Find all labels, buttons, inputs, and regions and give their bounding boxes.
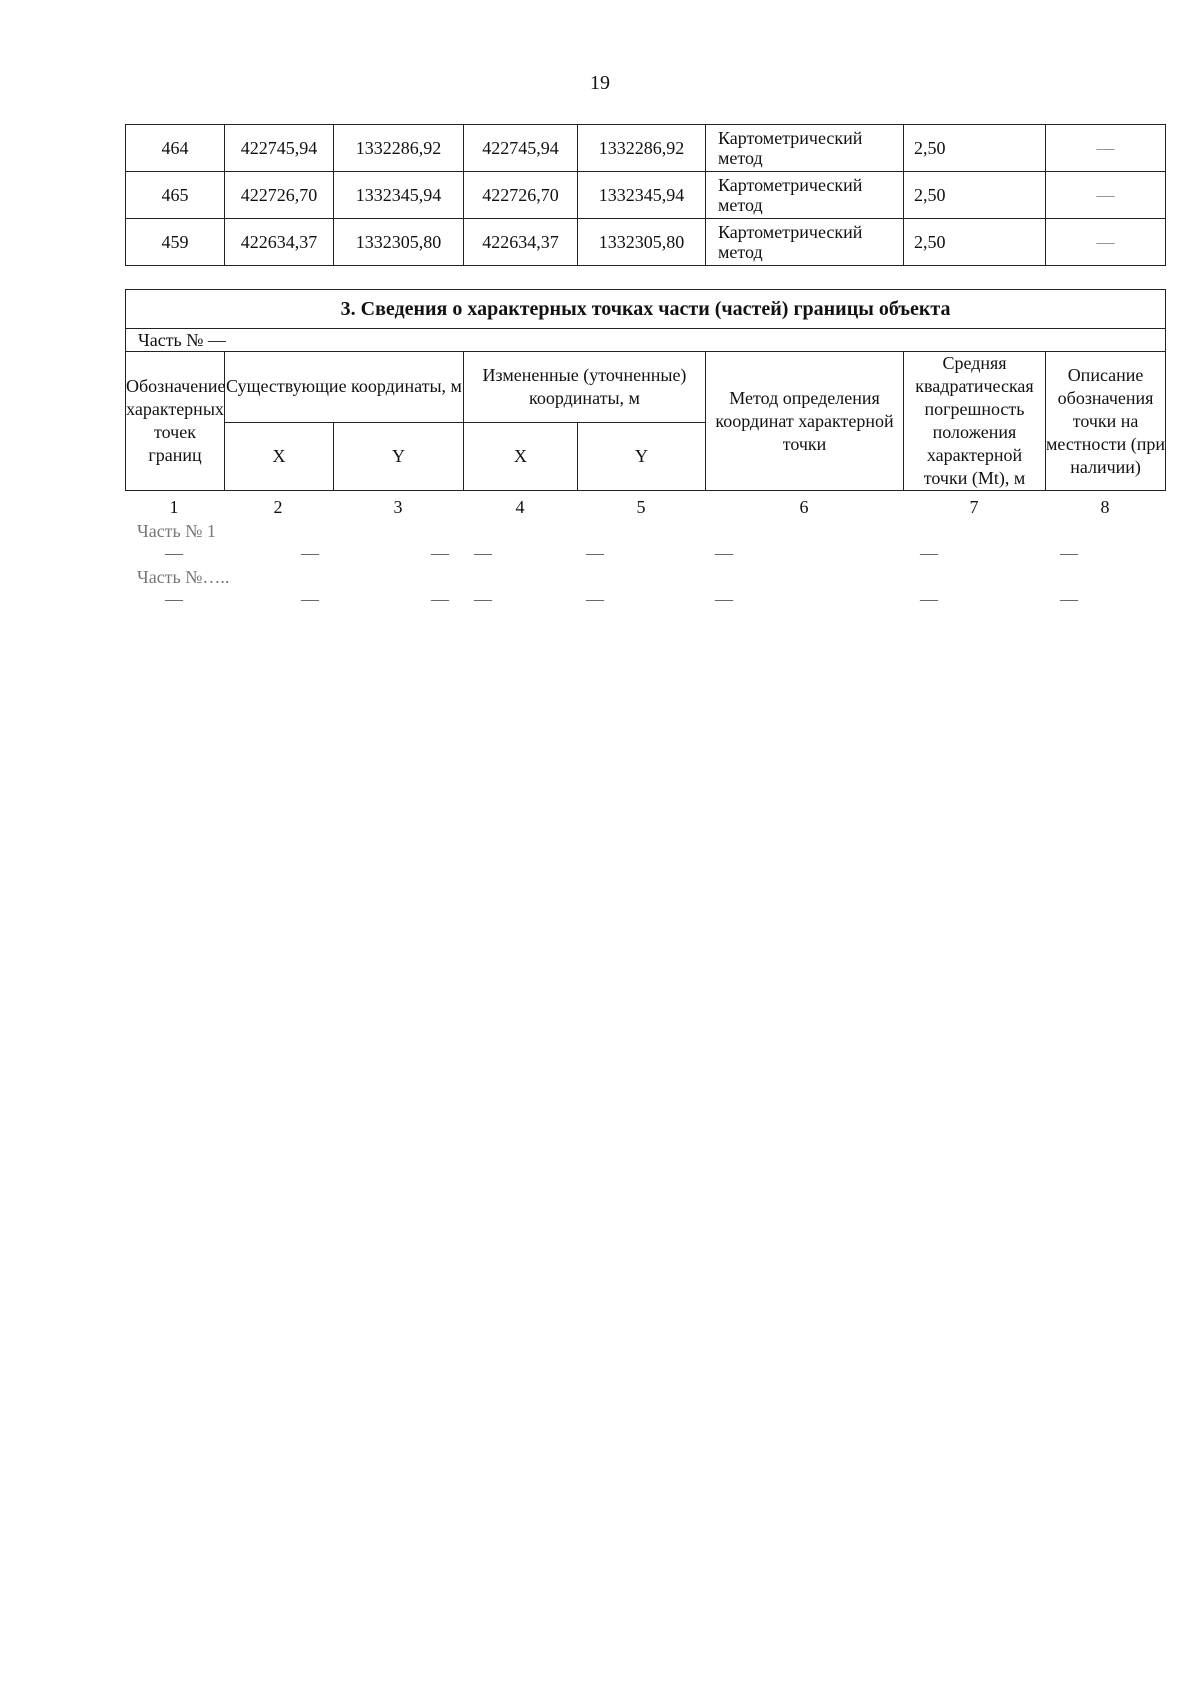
column-number: 3 [393, 497, 403, 517]
cell-x-existing: 422726,70 [225, 172, 334, 219]
cell-method: Картометрический метод [706, 219, 904, 266]
header-y-changed: Y [578, 422, 706, 491]
cell-x-existing: 422745,94 [225, 125, 334, 172]
header-x-existing: X [225, 422, 334, 491]
header-y-existing: Y [334, 422, 464, 491]
dash-cell: — [1060, 543, 1078, 563]
part-label: Часть №….. [137, 567, 230, 587]
header-method: Метод определения координат характерной точки [706, 352, 904, 491]
dash-cell: — [165, 543, 183, 563]
cell-y-existing: 1332286,92 [334, 125, 464, 172]
dash-cell: — [586, 543, 604, 563]
table-row [126, 125, 1166, 172]
header-description: Описание обозначения точки на местности (при наличии) [1046, 352, 1166, 491]
dash-cell: — [301, 543, 319, 563]
header-error: Средняя квадратическая погрешность положения характерной точки (Mt), м [904, 352, 1046, 491]
header-existing-coordinates: Существующие координаты, м [225, 352, 464, 423]
dash-cell: — [165, 589, 183, 609]
dash-cell: — [715, 589, 733, 609]
column-number: 6 [799, 497, 809, 517]
column-number: 4 [515, 497, 525, 517]
part-label: Часть № — [126, 329, 1166, 352]
cell-x-changed: 422634,37 [464, 219, 578, 266]
cell-y-existing: 1332305,80 [334, 219, 464, 266]
cell-method: Картометрический метод [706, 172, 904, 219]
cell-y-changed: 1332345,94 [578, 172, 706, 219]
header-x-changed: X [464, 422, 578, 491]
section-title: 3. Сведения о характерных точках части (частей) границы объекта [126, 290, 1166, 329]
coordinates-table-continuation [125, 124, 1166, 266]
table-row [126, 172, 1166, 219]
header-changed-coordinates: Измененные (уточненные) координаты, м [464, 352, 706, 423]
column-number: 5 [636, 497, 646, 517]
cell-point-id: 464 [126, 125, 225, 172]
part-row [125, 543, 1165, 565]
dash-cell: — [920, 543, 938, 563]
cell-y-existing: 1332345,94 [334, 172, 464, 219]
page-number: 19 [590, 72, 610, 94]
dash-cell: — [431, 543, 449, 563]
section3-table [125, 289, 1166, 491]
cell-y-changed: 1332305,80 [578, 219, 706, 266]
dash-cell: — [431, 589, 449, 609]
dash-cell: — [474, 543, 492, 563]
cell-description: — [1046, 172, 1166, 219]
cell-description: — [1046, 125, 1166, 172]
header-point-designation: Обозначение характерных точек границ [126, 352, 225, 491]
column-number: 2 [273, 497, 283, 517]
column-number: 8 [1100, 497, 1110, 517]
dash-cell: — [301, 589, 319, 609]
cell-method: Картометрический метод [706, 125, 904, 172]
cell-x-changed: 422726,70 [464, 172, 578, 219]
dash-cell: — [715, 543, 733, 563]
cell-error: 2,50 [904, 219, 1046, 266]
column-number: 1 [169, 497, 179, 517]
cell-y-changed: 1332286,92 [578, 125, 706, 172]
cell-point-id: 459 [126, 219, 225, 266]
column-numbers-row [125, 497, 1165, 519]
table-row [126, 219, 1166, 266]
column-number: 7 [969, 497, 979, 517]
cell-point-id: 465 [126, 172, 225, 219]
dash-cell: — [1060, 589, 1078, 609]
part-row [125, 589, 1165, 611]
cell-x-changed: 422745,94 [464, 125, 578, 172]
cell-description: — [1046, 219, 1166, 266]
cell-error: 2,50 [904, 172, 1046, 219]
dash-cell: — [586, 589, 604, 609]
cell-x-existing: 422634,37 [225, 219, 334, 266]
dash-cell: — [474, 589, 492, 609]
part-label: Часть № 1 [137, 521, 216, 541]
dash-cell: — [920, 589, 938, 609]
cell-error: 2,50 [904, 125, 1046, 172]
